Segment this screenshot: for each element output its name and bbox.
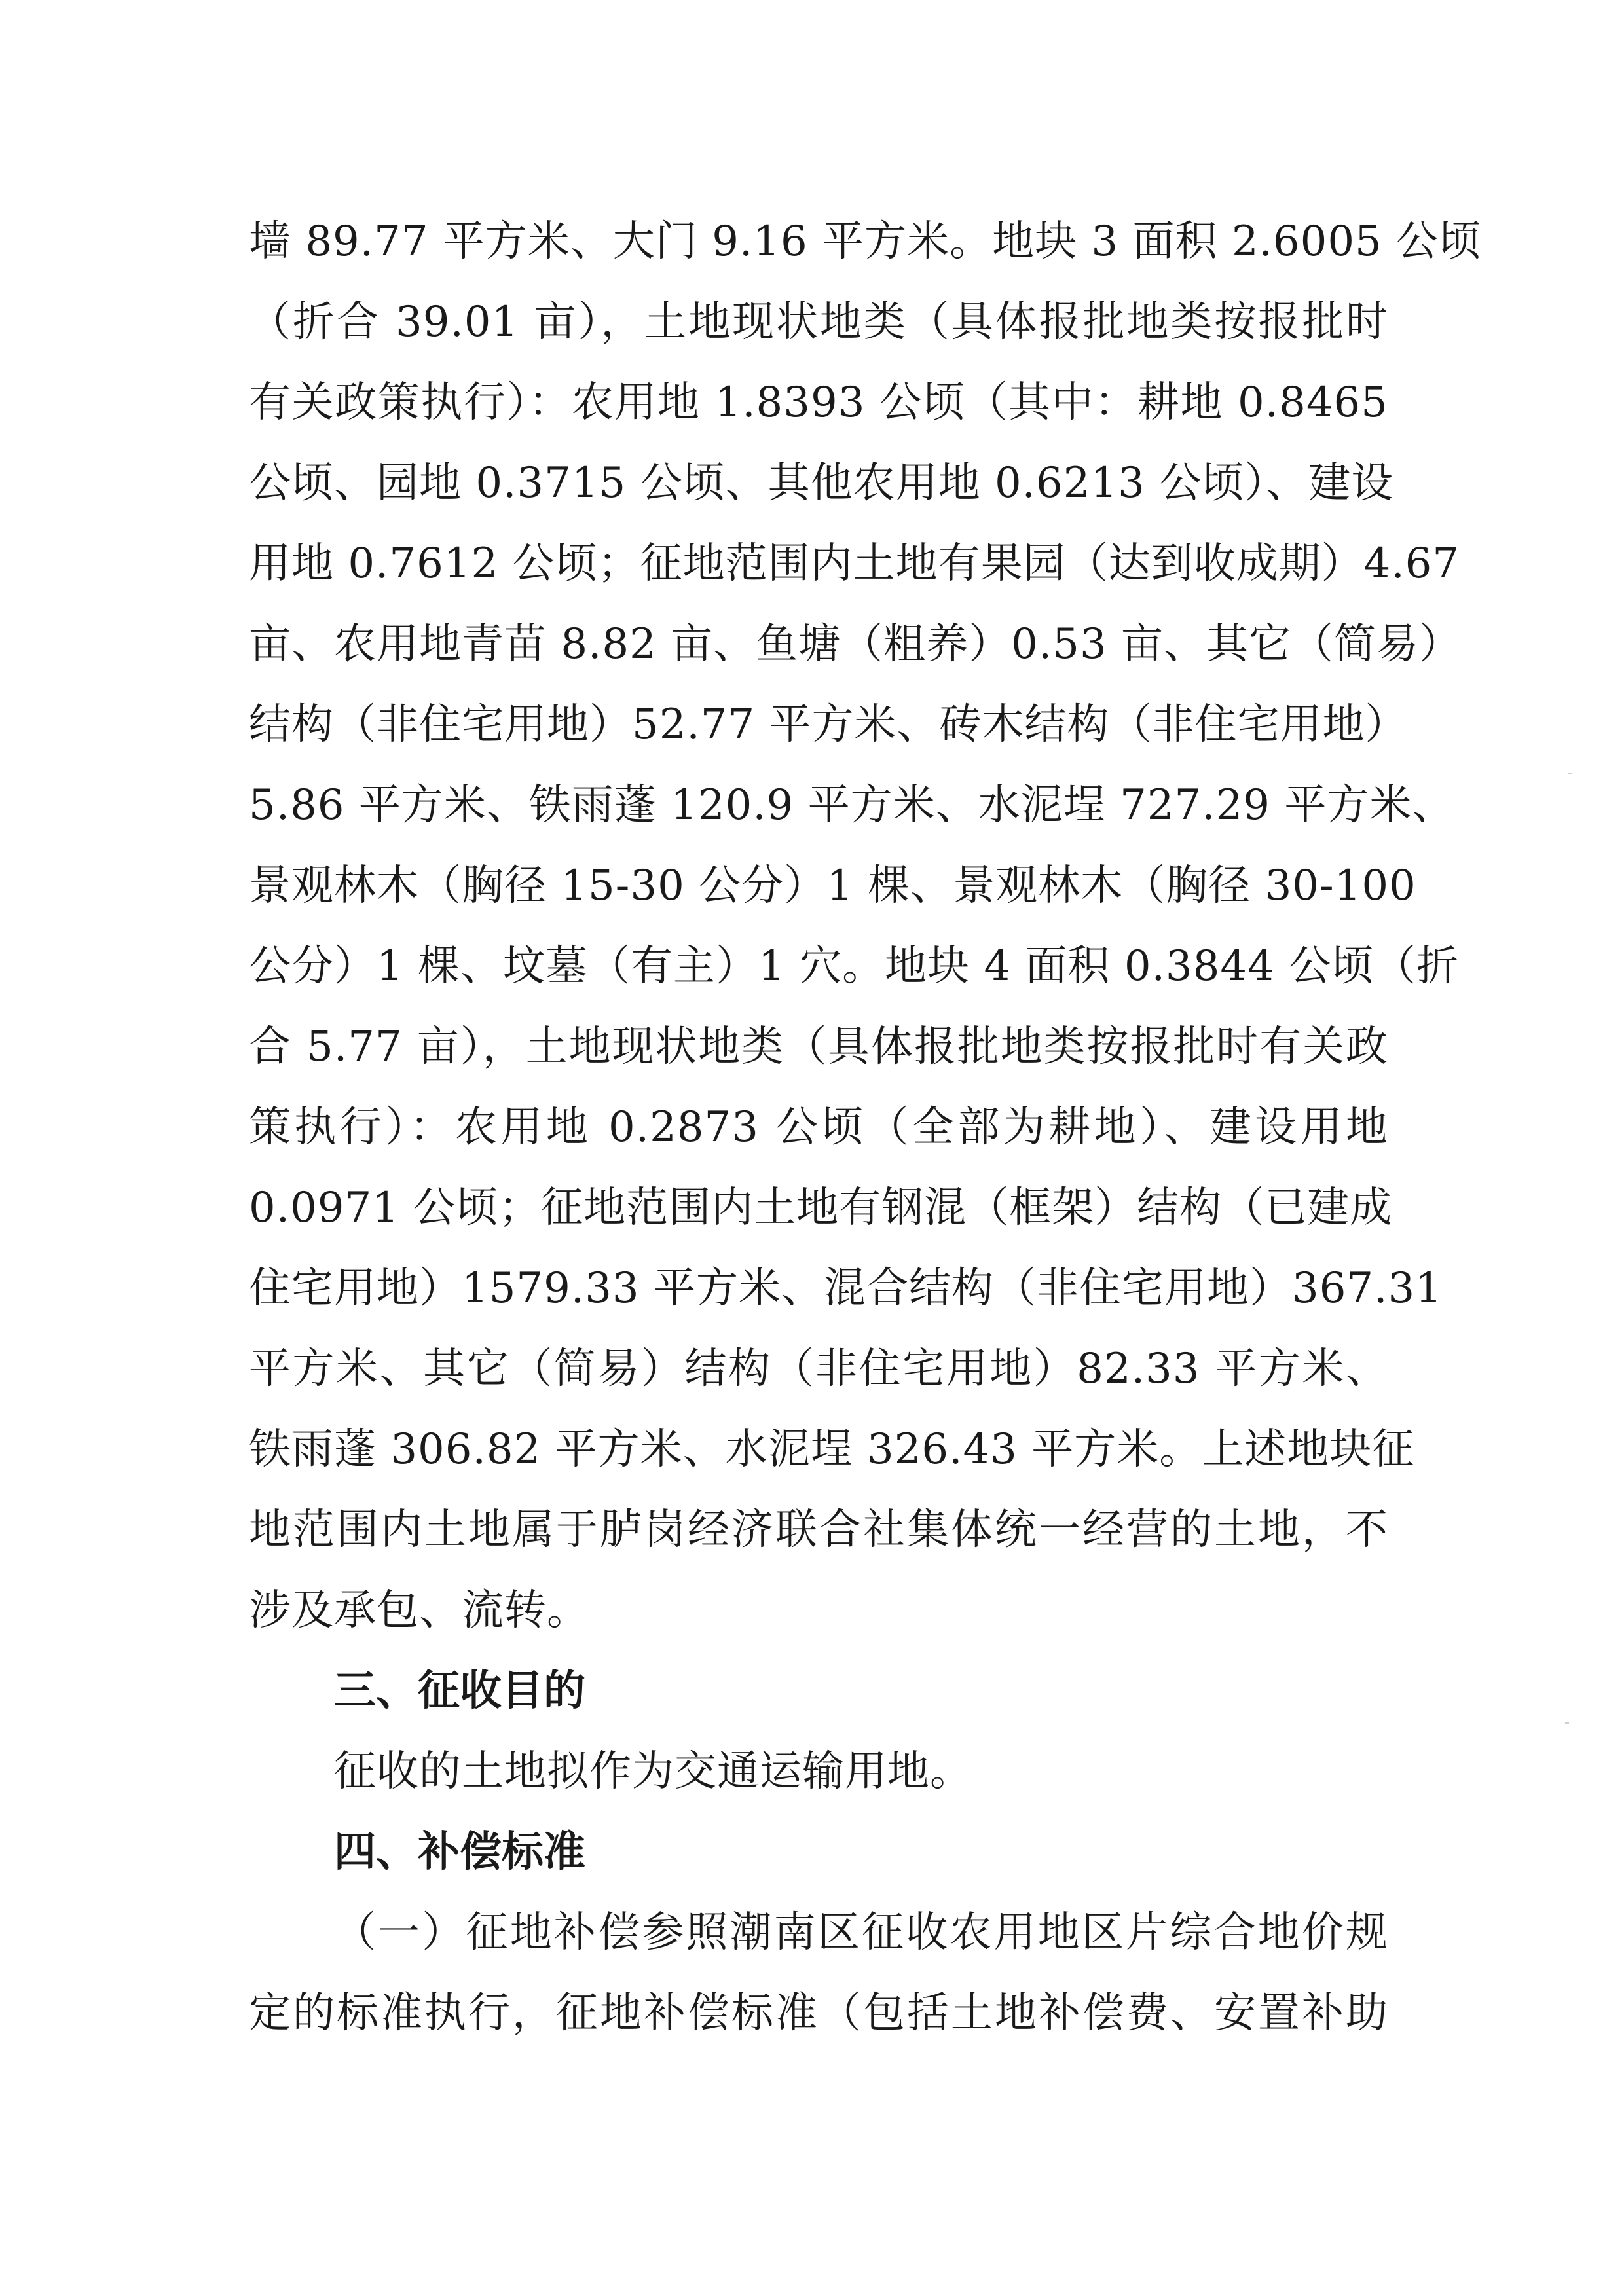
text-line: 0.0971 公顷；征地范围内土地有钢混（框架）结构（已建成 (249, 1184, 1393, 1232)
text-line: 结构（非住宅用地）52.77 平方米、砖木结构（非住宅用地） (249, 701, 1408, 749)
text-line: 公顷、园地 0.3715 公顷、其他农用地 0.6213 公顷）、建设 (249, 459, 1394, 507)
section-heading-compensation: 四、补偿标准 (334, 1828, 585, 1876)
text-line: 地范围内土地属于胪岗经济联合社集体统一经营的土地，不 (249, 1506, 1388, 1554)
scan-speck (1565, 1722, 1569, 1724)
section-heading-purpose: 三、征收目的 (334, 1667, 585, 1715)
text-line: 定的标准执行，征地补偿标准（包括土地补偿费、安置补助 (249, 1989, 1388, 2037)
text-line: 有关政策执行）：农用地 1.8393 公顷（其中：耕地 0.8465 (249, 378, 1388, 427)
document-body (249, 202, 1482, 2054)
text-line: 平方米、其它（简易）结构（非住宅用地）82.33 平方米、 (249, 1345, 1388, 1393)
text-line: 用地 0.7612 公顷；征地范围内土地有果园（达到收成期）4.67 (249, 539, 1460, 588)
section-body-purpose: 征收的土地拟作为交通运输用地。 (334, 1747, 972, 1796)
text-line: 景观林木（胸径 15-30 公分）1 棵、景观林木（胸径 30-100 (249, 862, 1416, 910)
text-line: （一）征地补偿参照潮南区征收农用地区片综合地价规 (334, 1908, 1388, 1957)
text-line: 策执行）：农用地 0.2873 公顷（全部为耕地）、建设用地 (249, 1103, 1388, 1152)
text-line: 涉及承包、流转。 (249, 1586, 589, 1635)
text-line: 公分）1 棵、坟墓（有主）1 穴。地块 4 面积 0.3844 公顷（折 (249, 942, 1460, 991)
text-line: 铁雨蓬 306.82 平方米、水泥埕 326.43 平方米。上述地块征 (249, 1425, 1415, 1474)
text-line: 5.86 平方米、铁雨蓬 120.9 平方米、水泥埕 727.29 平方米、 (249, 781, 1455, 829)
text-line: 合 5.77 亩），土地现状地类（具体报批地类按报批时有关政 (249, 1023, 1388, 1071)
text-line: 墙 89.77 平方米、大门 9.16 平方米。地块 3 面积 2.6005 公顷 (249, 217, 1482, 266)
text-line: （折合 39.01 亩），土地现状地类（具体报批地类按报批时 (249, 298, 1388, 346)
text-line: 亩、农用地青苗 8.82 亩、鱼塘（粗养）0.53 亩、其它（简易） (249, 620, 1462, 668)
paragraph-land-details (249, 202, 1482, 1651)
text-line: 住宅用地）1579.33 平方米、混合结构（非住宅用地）367.31 (249, 1264, 1443, 1313)
scan-speck (1568, 773, 1572, 774)
